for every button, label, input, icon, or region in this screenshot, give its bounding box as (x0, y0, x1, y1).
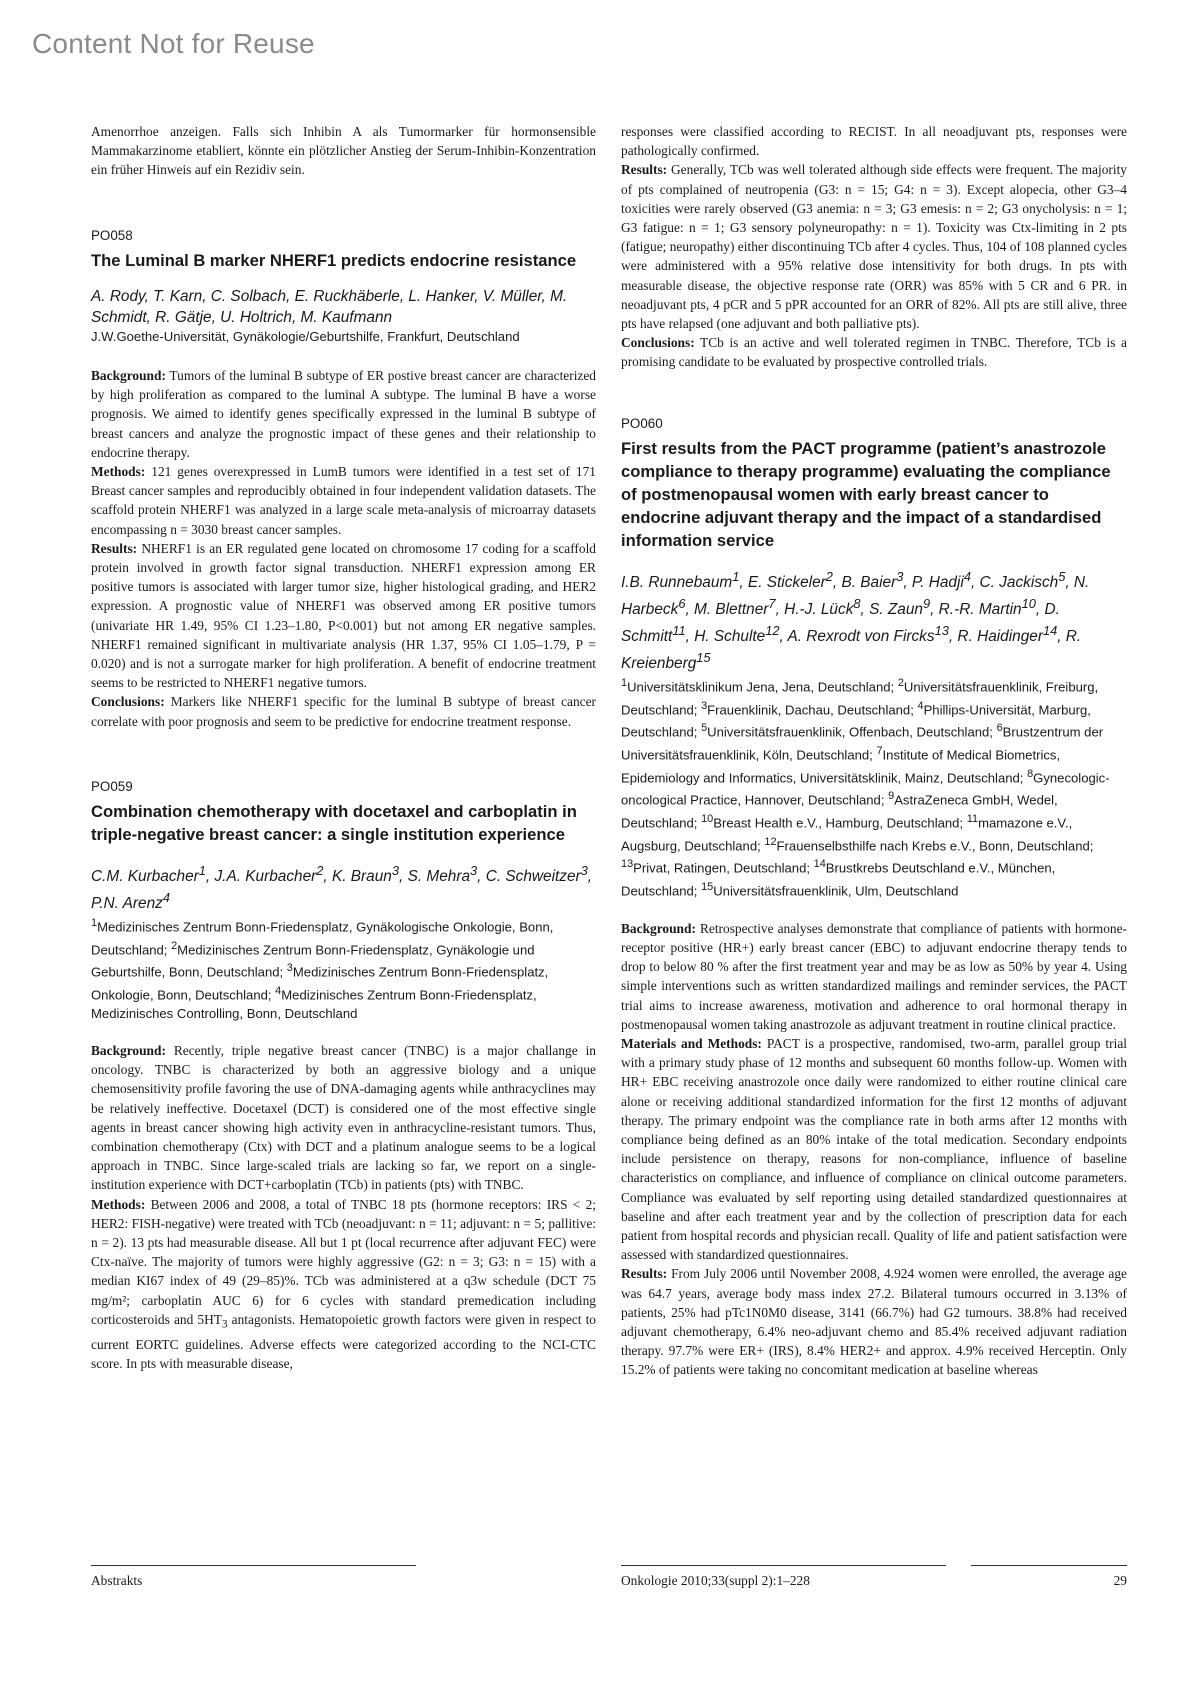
section-label: Conclusions: (621, 335, 695, 351)
methods-paragraph (91, 462, 596, 539)
background-paragraph (621, 919, 1127, 1034)
section-label: Conclusions: (91, 694, 165, 710)
section-label: Methods: (91, 463, 146, 479)
section-label: Background: (91, 1042, 166, 1058)
abstract-po058 (91, 228, 596, 731)
section-text: From July 2006 until November 2008, 4.924 women were enrolled, the average age was 64.7 years, average body mass index 27.2. Bilateral tumours occurred in 3.13% of patients, 25% had pTc1N0M0 disease, 3141 (66.7%) had G2 tumours. 38.8% had received adjuvant chemotherapy, 6.4% neo-adjuvant chemo and 85.4% received adjuvant radiation therapy. 97.7% were ER+ (IRS), 8.4% HER2+ and approx. 4.9% received Herceptin. Only 15.2% of patients were taking no concomitant medication at baseline whereas (621, 1266, 1128, 1378)
abstract-title: Combination chemotherapy with docetaxel and carboplatin in triple-negative breast cancer: a single institution experience (91, 801, 577, 844)
abstract-title: The Luminal B marker NHERF1 predicts endocrine resistance (91, 250, 577, 270)
section-text: NHERF1 is an ER regulated gene located on chromosome 17 coding for a scaffold protein involved in growth factor signal transduction. NHERF1 expression among ER positive tumors is associated with larger tumor size, higher histological grading, and HER2 expression. A prognostic value of NHERF1 was observed among ER positive tumors (univariate HR 1.49, 95% CI 1.23–1.80, P<0.001) but not among ER negative samples. NHERF1 remained significant in multivariate analysis (HR 1.37, 95% CI 1.05–1.79, P = 0.020) and is not a surrogate marker for high proliferation. A benefit of endocrine treatment seems to be restricted to NHERF1 negative tumors. (91, 540, 596, 691)
page-number: 29 (1113, 1573, 1127, 1588)
section-label: Background: (621, 920, 696, 936)
continued-paragraph: responses were classified according to RECIST. In all neoadjuvant pts, responses were pathologically confirmed. (621, 124, 1127, 159)
abstract-authors: A. Rody, T. Karn, C. Solbach, E. Ruckhäberle, L. Hanker, V. Müller, M. Schmidt, R. Gätje, U. Holtrich, M. Kaufmann (91, 287, 568, 326)
section-label: Results: (621, 1266, 668, 1282)
abstract-affiliation: $^1$Universitätsklinikum Jena, Jena, Deutschland; $^2$Universitätsfrauenklinik, Freiburg, Deutschland; $^3$Frauenklinik, Dachau, Deutschland; $^4$Phillips-Universität, Marburg, Deutschland; $^5$Universitätsfrauenklinik, Offenbach, Deutschland; $^6$Brustzentrum der Universitätsfrauenklinik, Köln, Deutschland; $^7$Institute of Medical Biometrics, Epidemiology and Informatics, Universitätsklinik, Mainz, Deutschland; $^8$Gynecologic-oncological Practice, Hannover, Deutschland; $^9$AstraZeneca GmbH, Wedel, Deutschland; $^{10}$Breast Health e.V., Hamburg, Deutschland; $^{11}$mamazone e.V., Augsburg, Deutschland; $^{12}$Frauenselbsthilfe nach Krebs e.V., Bonn, Deutschland; $^{13}$Privat, Ratingen, Deutschland; $^{14}$Brustkrebs Deutschland e.V., München, Deutschland; $^{15}$Universitätsfrauenklinik, Ulm, Deutschland (621, 677, 1110, 899)
section-text: TCb is an active and well tolerated regimen in TNBC. Therefore, TCb is a promising candidate to be evaluated by prospective controlled trials. (621, 335, 1127, 370)
results-paragraph (621, 160, 1127, 333)
background-paragraph (91, 366, 596, 462)
abstract-po060 (621, 416, 1127, 1380)
footer-journal-citation: Onkologie 2010;33(suppl 2):1–228 (621, 1573, 810, 1588)
section-label: Methods: (91, 1196, 146, 1212)
section-label: Results: (621, 162, 668, 178)
section-text: Generally, TCb was well tolerated although side effects were frequent. The majority of pts complained of neutropenia (G3: n = 15; G4: n = 3). Except alopecia, other G3–4 toxicities were rarely observed (G3 anemia: n = 3; G3 emesis: n = 2; G3 onycholysis: n = 1; G3 fatigue: n = 1; G3 sensory polyneuropathy: n = 1). Toxicity was Ctx-limiting in 2 pts (fatigue; neuropathy) either discontinuing TCb after 4 cycles. Thus, 104 of 108 planned cycles were administered with a 95% relative dose intensitivity for both drugs. In pts with measurable disease, the objective response rate (ORR) was 85% with 5 CR and 6 PR. in neoadjuvant pts, 4 pCR and 5 pPR accounted for an ORR of 82%. All pts are still alive, three pts have relapsed (one adjuvant and both palliative pts). (621, 162, 1127, 332)
section-text: Between 2006 and 2008, a total of TNBC 18 pts (hormone receptors: IRS < 2; HER2: FISH-negative) were treated with TCb (neoadjuvant: n = 11; adjuvant: n = 5; pallitive: n = 2). 13 pts had measurable disease. All but 1 pt (local recurrence after adjuvant FEC) were Ctx-naïve. The majority of tumors were highly aggressive (G2: n = 3; G3: n = 15) with a median KI67 index of 49 (29–85)%. TCb was administered at a q3w schedule (DCT 75 mg/m²; carboplatin AUC 6) for 6 cycles with standard premedication including corticosteroids and $5HT_3$ antagonists. Hematopoietic growth factors were given in respect to current EORTC guidelines. Adverse effects were categorized according to the NCI-CTC score. In pts with measurable disease, (91, 1196, 597, 1371)
methods-paragraph (621, 1034, 1127, 1264)
section-label: Materials and Methods: (621, 1035, 762, 1051)
abstract-po059-continued (621, 122, 1127, 372)
abstract-id: PO060 (621, 415, 663, 431)
watermark: Content Not for Reuse (32, 28, 315, 59)
right-column (621, 122, 1127, 1380)
methods-paragraph (91, 1195, 596, 1374)
background-paragraph (91, 1041, 596, 1195)
footer-rule-center (621, 1565, 946, 1566)
abstract-authors: C.M. Kurbacher$^1$, J.A. Kurbacher$^2$, K. Braun$^3$, S. Mehra$^3$, C. Schweitzer$^3$, P.N. Arenz$^4$ (91, 862, 593, 913)
section-text: PACT is a prospective, randomised, two-arm, parallel group trial with a primary study phase of 12 months and subsequent 60 months follow-up. Women with HR+ EBC receiving anastrozole once daily were randomized to either routine clinical care alone or receiving additional standardized information for the first 12 months of adjuvant therapy. The primary endpoint was the compliance rate in both arms after 12 months with compliance being defined as an 80% intake of the total medication. Secondary endpoints include persistence on therapy, reasons for non-compliance, influence of baseline characteristics on compliance, and influence of compliance on clinical outcome parameters. Compliance was evaluated by self reporting using detailed standardized questionnaires at baseline and after each treatment year and by the collection of prescription data for each patient from hospital records and physician recall. Quality of life and patient satisfaction were assessed with standardized questionnaires. (621, 1035, 1127, 1263)
conclusions-paragraph (621, 333, 1127, 371)
section-text: Retrospective analyses demonstrate that compliance of patients with hormone-receptor positive (HR+) early breast cancer (EBC) to adjuvant endocrine therapy tends to drop to below 80 % after the first treatment year and may be as low as 50% by year 4. Using simple interventions such as written standardized mailings and reminder services, the PACT trial aims to increase awareness, motivation and adherence to oral hormonal therapy in postmenopausal women taking anastrozole as adjuvant treatment in routine clinical practice. (621, 920, 1127, 1032)
conclusions-paragraph (91, 692, 596, 730)
footer-rule-right (971, 1565, 1127, 1566)
footer-rule-left (91, 1565, 416, 1566)
intro-paragraph: Amenorrhoe anzeigen. Falls sich Inhibin A als Tumormarker für hormonsensible Mammakarzinome etabliert, könnte ein plötzlicher Anstieg der Serum-Inhibin-Konzentration ein früher Hinweis auf ein Rezidiv sein. (91, 124, 596, 178)
footer-section-name: Abstrakts (91, 1573, 143, 1588)
results-paragraph (91, 539, 596, 693)
left-column (91, 122, 596, 1373)
section-label: Background: (91, 367, 166, 383)
section-text: Markers like NHERF1 specific for the luminal B subtype of breast cancer correlate with poor prognosis and seem to be predictive for endocrine treatment response. (91, 694, 596, 729)
section-text: Tumors of the luminal B subtype of ER postive breast cancer are characterized by high proliferation as compared to the luminal A subtype. The luminal B have a worse prognosis. We aimed to identify genes specifically expressed in the luminal B subtype of breast cancers and analyze the prognostic impact of these genes and their relationship to endocrine therapy. (91, 367, 596, 460)
results-paragraph (621, 1264, 1127, 1379)
abstract-authors: I.B. Runnebaum$^1$, E. Stickeler$^2$, B. Baier$^3$, P. Hadji$^4$, C. Jackisch$^5$, N. Harbeck$^6$, M. Blettner$^7$, H.-J. Lück$^8$, S. Zaun$^9$, R.-R. Martin$^{10}$, D. Schmitt$^{11}$, H. Schulte$^{12}$, A. Rexrodt von Fircks$^{13}$, R. Haidinger$^{14}$, R. Kreienberg$^{15}$ (621, 568, 1090, 673)
abstract-affiliation: J.W.Goethe-Universität, Gynäkologie/Geburtshilfe, Frankfurt, Deutschland (91, 328, 520, 344)
abstract-po059 (91, 779, 596, 1373)
abstract-title: First results from the PACT programme (patient’s anastrozole compliance to therapy programme) evaluating the compliance of postmenopausal women with early breast cancer to endocrine adjuvant therapy and the impact of a standardised information service (621, 438, 1111, 550)
abstract-id: PO059 (91, 778, 133, 794)
abstract-id: PO058 (91, 227, 133, 243)
section-text: 121 genes overexpressed in LumB tumors were identified in a test set of 171 Breast cancer samples and reproducibly obtained in four independent validation datasets. The scaffold protein NHERF1 was analyzed in a large scale meta-analysis of microarray datasets encompassing n = 3030 breast cancer samples. (91, 463, 596, 537)
abstract-affiliation: $^1$Medizinisches Zentrum Bonn-Friedensplatz, Gynäkologische Onkologie, Bonn, Deutschland; $^2$Medizinisches Zentrum Bonn-Friedensplatz, Gynäkologie und Geburtshilfe, Bonn, Deutschland; $^3$Medizinisches Zentrum Bonn-Friedensplatz, Onkologie, Bonn, Deutschland; $^4$Medizinisches Zentrum Bonn-Friedensplatz, Medizinisches Controlling, Bonn, Deutschland (91, 917, 554, 1021)
section-text: Recently, triple negative breast cancer (TNBC) is a major challange in oncology. TNBC is characterized by both an aggressive biology and a unique chemosensitivity profile favoring the use of DNA-damaging agents while anthracyclines may be relatively ineffective. Docetaxel (DCT) is considered one of the most effective single agents in breast cancer showing high activity even in anthracycline-resistant tumors. Thus, combination chemotherapy (Ctx) with DCT and a platinum analogue seems to be a logical approach in TNBC. Since large-scaled trials are lacking so far, we report on a single-institution experience with DCT+carboplatin (TCb) in patients (pts) with TNBC. (91, 1042, 596, 1193)
section-label: Results: (91, 540, 138, 556)
